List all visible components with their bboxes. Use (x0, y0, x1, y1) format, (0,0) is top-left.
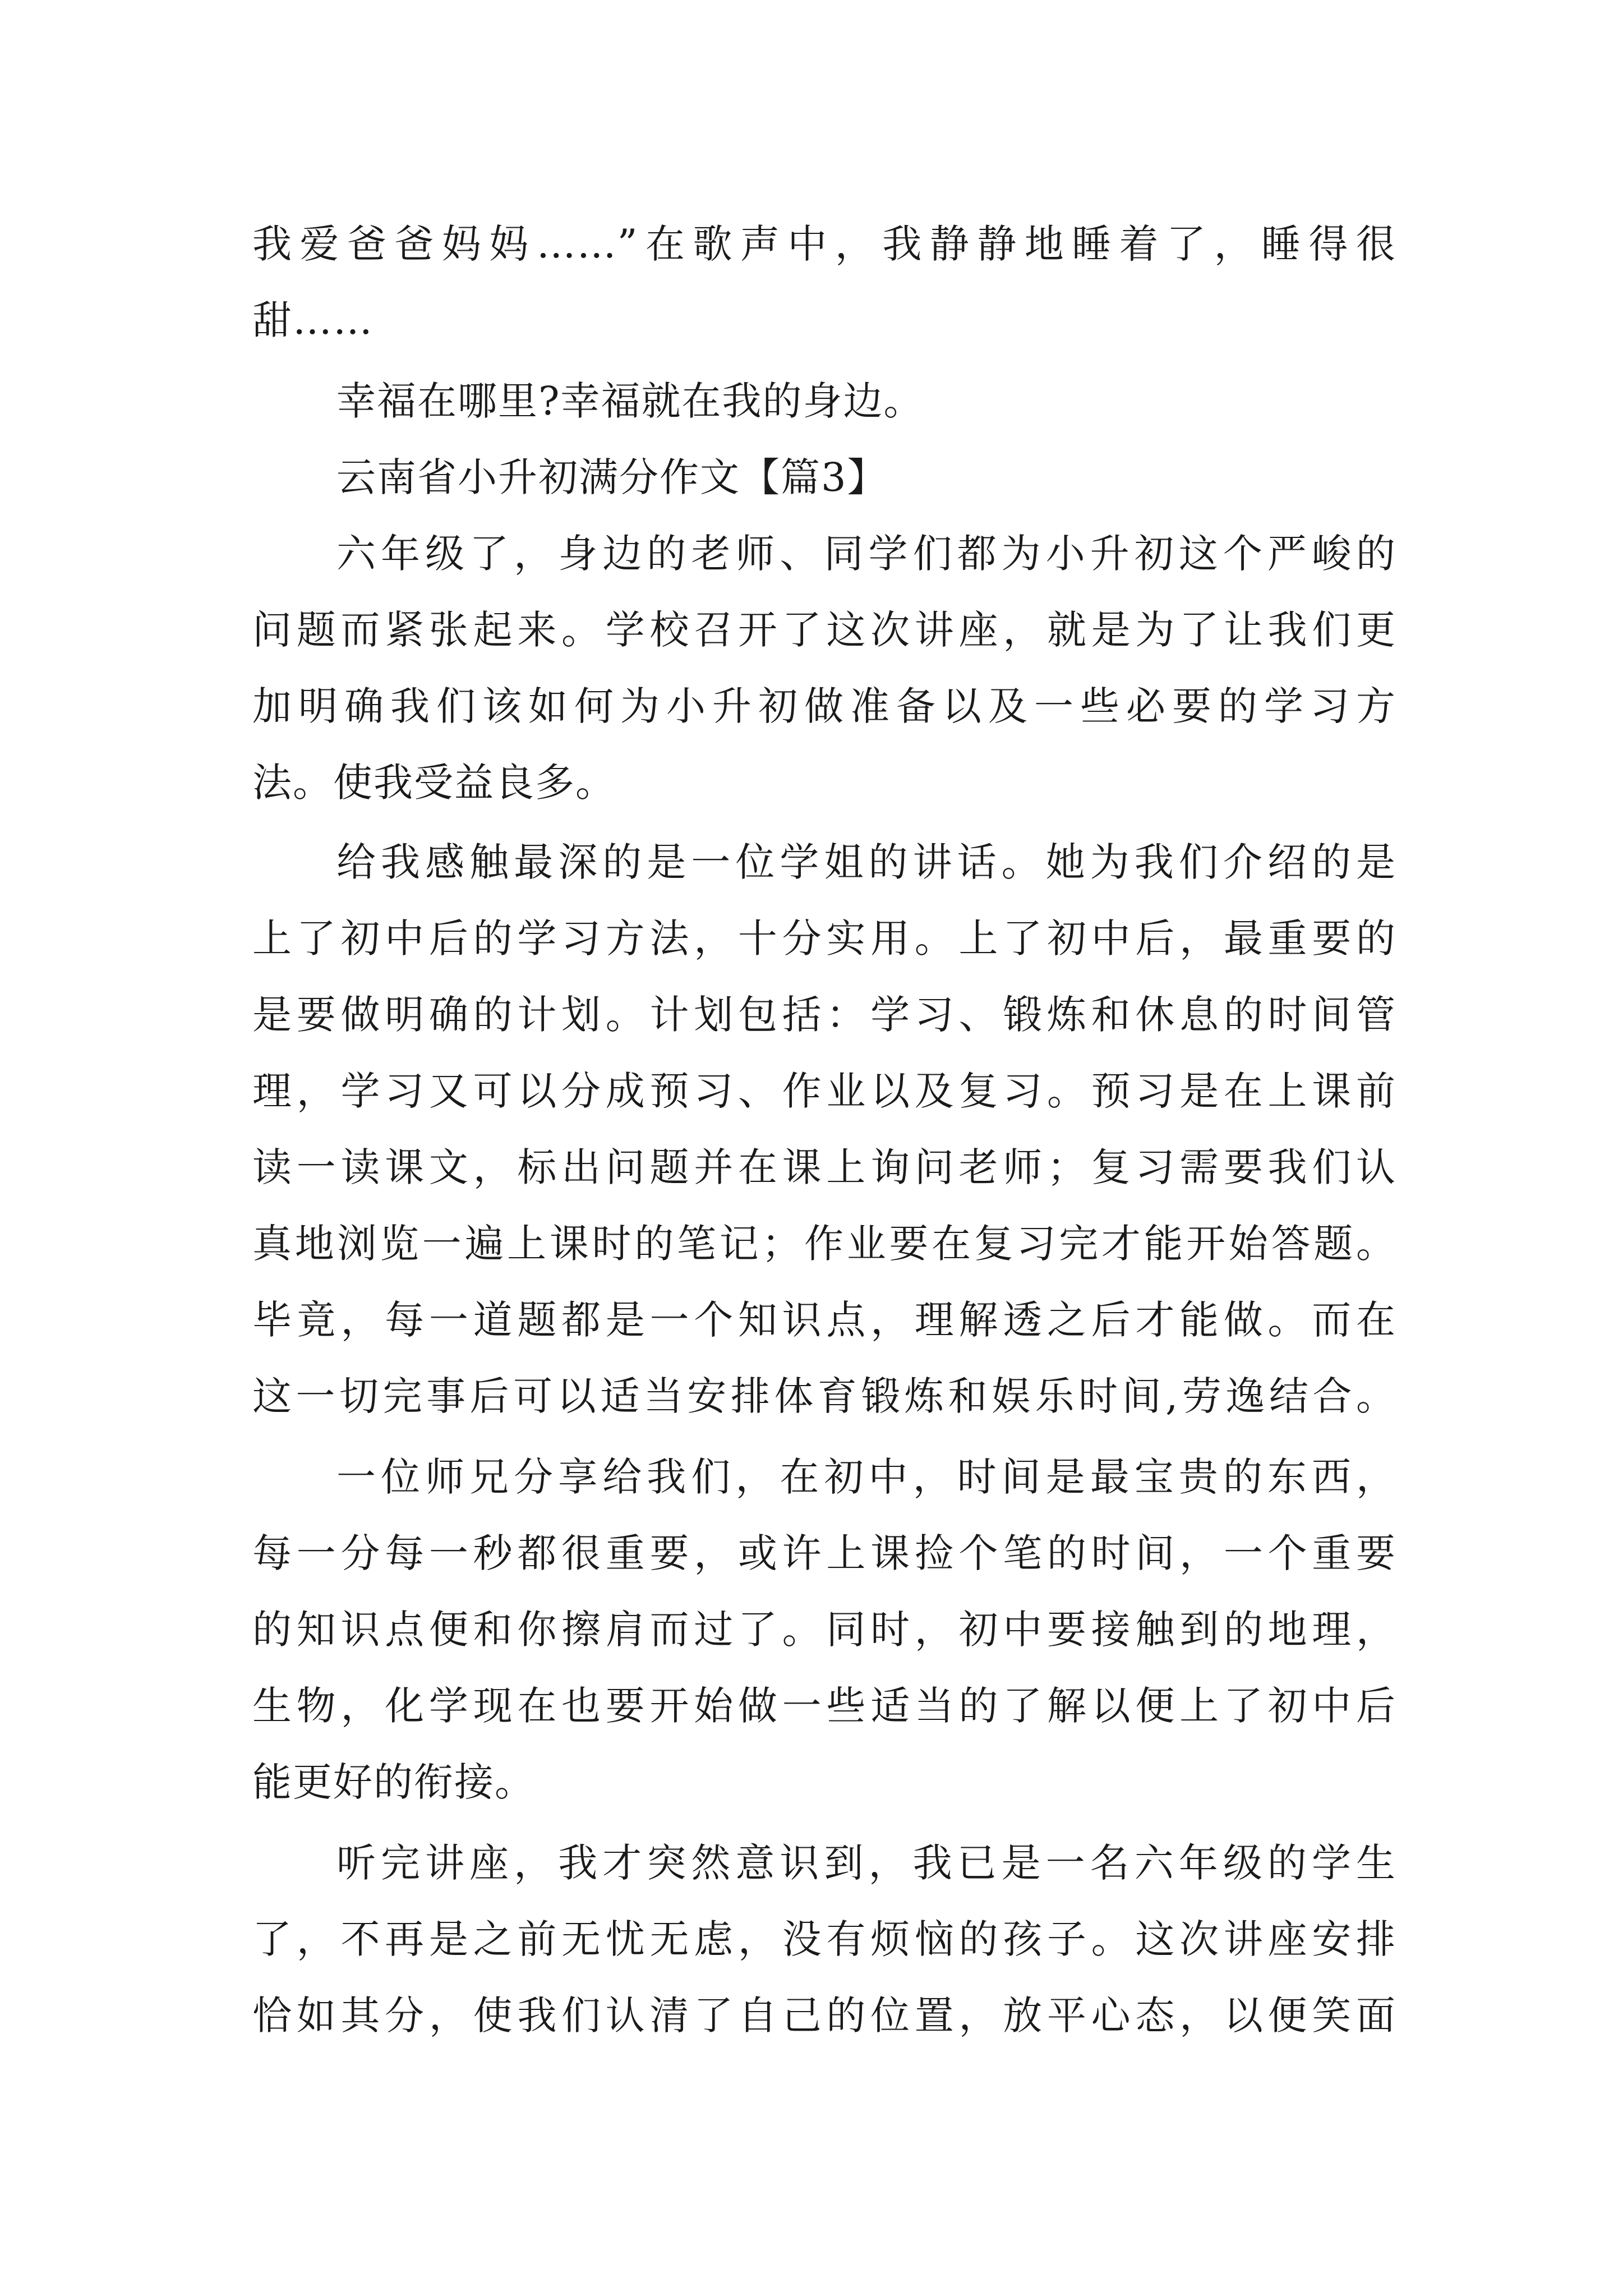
text-line: 每一分每一秒都很重要，或许上课捡个笔的时间，一个重要 (252, 1530, 1396, 1576)
text-line: 加明确我们该如何为小升初做准备以及一些必要的学习方 (252, 683, 1396, 729)
text-line: 法。使我受益良多。 (252, 760, 616, 806)
text-line: 能更好的衔接。 (252, 1759, 535, 1805)
text-line: 六年级了，身边的老师、同学们都为小升初这个严峻的 (336, 531, 1396, 577)
text-line: 幸福在哪里?幸福就在我的身边。 (336, 378, 924, 424)
text-line: 问题而紧张起来。学校召开了这次讲座，就是为了让我们更 (252, 607, 1396, 653)
text-line: 一位师兄分享给我们，在初中，时间是最宝贵的东西， (336, 1454, 1396, 1500)
text-line: 了，不再是之前无忧无虑，没有烦恼的孩子。这次讲座安排 (252, 1916, 1396, 1962)
text-line: 这一切完事后可以适当安排体育锻炼和娱乐时间,劳逸结合。 (252, 1373, 1396, 1419)
text-line: 真地浏览一遍上课时的笔记；作业要在复习完才能开始答题。 (252, 1221, 1396, 1267)
text-line: 毕竟，每一道题都是一个知识点，理解透之后才能做。而在 (252, 1297, 1396, 1343)
text-line: 理，学习又可以分成预习、作业以及复习。预习是在上课前 (252, 1068, 1396, 1114)
text-line: 我爱爸爸妈妈……”在歌声中，我静静地睡着了，睡得很 (252, 221, 1396, 267)
text-line: 给我感触最深的是一位学姐的讲话。她为我们介绍的是 (336, 839, 1396, 885)
text-line: 生物，化学现在也要开始做一些适当的了解以便上了初中后 (252, 1683, 1396, 1729)
text-line: 读一读课文，标出问题并在课上询问老师；复习需要我们认 (252, 1144, 1396, 1190)
section-heading: 云南省小升初满分作文【篇3】 (336, 454, 888, 500)
text-line: 听完讲座，我才突然意识到，我已是一名六年级的学生 (336, 1840, 1396, 1886)
text-line: 甜…… (252, 297, 374, 343)
text-line: 的知识点便和你擦肩而过了。同时，初中要接触到的地理， (252, 1607, 1396, 1653)
text-line: 上了初中后的学习方法，十分实用。上了初中后，最重要的 (252, 915, 1396, 961)
text-line: 是要做明确的计划。计划包括：学习、锻炼和休息的时间管 (252, 992, 1396, 1038)
text-line: 恰如其分，使我们认清了自己的位置，放平心态，以便笑面 (252, 1993, 1396, 2039)
